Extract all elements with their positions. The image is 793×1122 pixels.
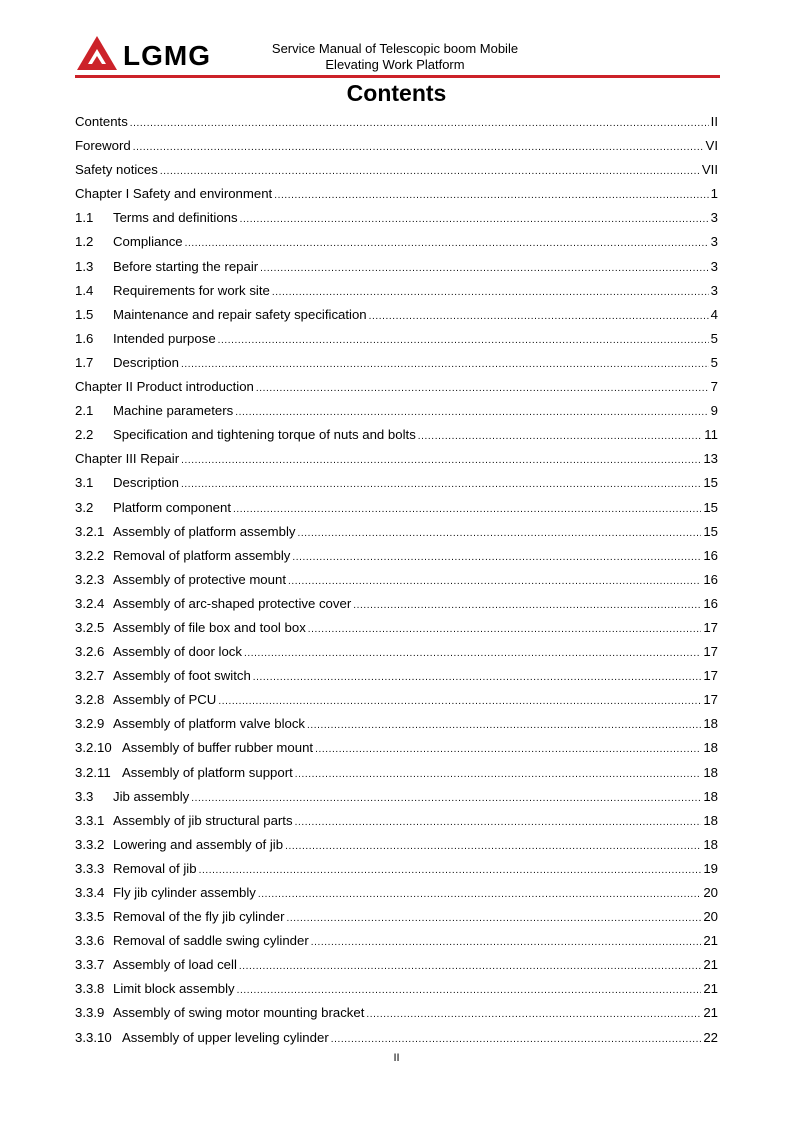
- page-header: [75, 30, 720, 78]
- toc-entry-page: 3: [710, 234, 718, 250]
- toc-entry-page: 5: [710, 354, 718, 370]
- toc-entry-page: 18: [703, 812, 718, 828]
- toc-entry-page: 21: [703, 981, 718, 997]
- dot-leader: [260, 264, 709, 274]
- toc-entry-number: 3.3.6: [75, 933, 105, 949]
- toc-entry-page: 15: [703, 523, 718, 539]
- dot-leader: [307, 721, 701, 731]
- toc-entry[interactable]: [75, 761, 718, 785]
- toc-entry[interactable]: [75, 977, 718, 1001]
- toc-entry-number: 3.2.11: [75, 764, 111, 780]
- toc-entry-number: 3.2.2: [75, 547, 105, 563]
- page-title: Contents: [346, 80, 447, 106]
- toc-entry-page: 22: [703, 1029, 718, 1045]
- toc-entry-page: VII: [701, 162, 718, 178]
- toc-entry-title: Description: [113, 475, 179, 491]
- toc-entry[interactable]: [75, 712, 718, 736]
- dot-leader: [295, 818, 702, 828]
- dot-leader: [418, 432, 703, 442]
- toc-entry-page: 13: [703, 451, 718, 467]
- toc-entry-title: Assembly of arc-shaped protective cover: [113, 595, 352, 611]
- toc-entry-number: 3.3.1: [75, 812, 105, 828]
- toc-entry[interactable]: [75, 351, 718, 375]
- toc-entry-number: 3.1: [75, 475, 94, 491]
- toc-entry-title: Maintenance and repair safety specification: [113, 306, 367, 322]
- toc-entry[interactable]: [75, 303, 718, 327]
- toc-entry[interactable]: [75, 496, 718, 520]
- toc-entry-title: Assembly of upper leveling cylinder: [122, 1029, 329, 1045]
- svg-text:LGMG: LGMG: [123, 40, 211, 71]
- dot-leader: [181, 456, 701, 466]
- toc-entry[interactable]: [75, 158, 718, 182]
- toc-entry-title: Chapter I Safety and environment: [75, 186, 273, 202]
- toc-entry[interactable]: [75, 206, 718, 230]
- toc-entry[interactable]: [75, 230, 718, 254]
- toc-entry-page: 18: [703, 788, 718, 804]
- toc-entry-title: Assembly of protective mount: [113, 571, 286, 587]
- dot-leader: [240, 215, 709, 225]
- toc-entry[interactable]: [75, 833, 718, 857]
- toc-entry-number: 3.3: [75, 788, 94, 804]
- toc-entry-page: 15: [703, 475, 718, 491]
- toc-entry-title: Assembly of load cell: [113, 957, 237, 973]
- toc-entry-title: Terms and definitions: [113, 210, 238, 226]
- table-of-contents: [75, 110, 718, 1050]
- toc-entry-number: 1.6: [75, 330, 94, 346]
- toc-entry-title: Assembly of file box and tool box: [113, 619, 306, 635]
- toc-entry-page: 1: [710, 186, 718, 202]
- toc-entry-title: Intended purpose: [113, 330, 216, 346]
- toc-entry[interactable]: [75, 447, 718, 471]
- dot-leader: [244, 649, 701, 659]
- toc-entry-page: 3: [710, 210, 718, 226]
- toc-entry[interactable]: [75, 375, 718, 399]
- toc-entry-title: Jib assembly: [113, 788, 190, 804]
- toc-entry-number: 2.1: [75, 403, 94, 419]
- toc-entry[interactable]: [75, 1001, 718, 1025]
- dot-leader: [181, 360, 709, 370]
- toc-entry[interactable]: [75, 785, 718, 809]
- toc-entry-title: Removal of saddle swing cylinder: [113, 933, 309, 949]
- toc-entry[interactable]: [75, 568, 718, 592]
- dot-leader: [256, 384, 709, 394]
- dot-leader: [258, 890, 701, 900]
- toc-entry[interactable]: [75, 520, 718, 544]
- toc-entry-page: 3: [710, 282, 718, 298]
- toc-entry[interactable]: [75, 110, 718, 134]
- toc-entry[interactable]: [75, 134, 718, 158]
- toc-entry-title: Assembly of jib structural parts: [113, 812, 293, 828]
- toc-entry-title: Removal of the fly jib cylinder: [113, 909, 285, 925]
- dot-leader: [295, 770, 702, 780]
- toc-entry-title: Assembly of swing motor mounting bracket: [113, 1005, 365, 1021]
- toc-entry-title: Safety notices: [75, 162, 158, 178]
- toc-entry-page: 21: [703, 933, 718, 949]
- toc-entry-number: 3.3.7: [75, 957, 105, 973]
- toc-entry[interactable]: [75, 182, 718, 206]
- toc-entry-page: 4: [710, 306, 718, 322]
- toc-entry-page: 16: [703, 547, 718, 563]
- dot-leader: [253, 673, 702, 683]
- toc-entry[interactable]: [75, 1026, 718, 1050]
- toc-entry-number: 3.3.9: [75, 1005, 105, 1021]
- toc-entry-number: 1.3: [75, 258, 94, 274]
- toc-entry[interactable]: [75, 423, 718, 447]
- toc-entry-page: 5: [710, 330, 718, 346]
- toc-entry-number: 3.3.8: [75, 981, 105, 997]
- toc-entry-number: 3.2.1: [75, 523, 105, 539]
- dot-leader: [130, 119, 709, 129]
- toc-entry-title: Assembly of door lock: [113, 644, 242, 660]
- toc-entry-title: Fly jib cylinder assembly: [113, 885, 256, 900]
- document-title-line-1: Service Manual of Telescopic boom Mobile: [271, 41, 519, 56]
- toc-entry-page: 18: [703, 836, 718, 852]
- toc-entry-number: 1.5: [75, 306, 94, 322]
- toc-entry-title: Platform component: [113, 499, 232, 515]
- toc-entry-title: Chapter III Repair: [75, 451, 180, 467]
- toc-entry-page: 21: [703, 957, 718, 973]
- dot-leader: [218, 336, 709, 346]
- toc-entry-page: 17: [703, 668, 718, 684]
- toc-entry-title: Chapter II Product introduction: [75, 379, 254, 395]
- dot-leader: [298, 529, 702, 539]
- toc-entry[interactable]: [75, 544, 718, 568]
- toc-entry-number: 3.2.4: [75, 595, 105, 611]
- toc-entry-page: 17: [703, 619, 718, 635]
- toc-entry-page: 18: [703, 740, 718, 756]
- toc-entry-number: 3.3.2: [75, 836, 105, 852]
- toc-entry-title: Specification and tightening torque of nuts and bolts: [113, 427, 416, 443]
- toc-entry-number: 1.4: [75, 282, 94, 298]
- toc-entry[interactable]: [75, 640, 718, 664]
- dot-leader: [235, 408, 708, 418]
- toc-entry-page: VI: [705, 138, 718, 154]
- dot-leader: [331, 1035, 702, 1045]
- toc-entry-number: 3.3.10: [75, 1029, 112, 1045]
- toc-entry-title: Lowering and assembly of jib: [113, 836, 284, 852]
- toc-entry[interactable]: [75, 255, 718, 279]
- toc-entry-number: 3.3.4: [75, 885, 105, 900]
- toc-entry[interactable]: [75, 399, 718, 423]
- toc-entry[interactable]: [75, 809, 718, 833]
- toc-entry-title: Assembly of platform assembly: [113, 523, 296, 539]
- dot-leader: [353, 601, 701, 611]
- lgmg-logo: [75, 34, 235, 72]
- toc-entry[interactable]: [75, 616, 718, 640]
- toc-entry-page: 17: [703, 644, 718, 660]
- toc-entry[interactable]: [75, 327, 718, 351]
- page-number: II: [393, 1052, 400, 1064]
- dot-leader: [181, 480, 701, 490]
- toc-entry-number: 1.2: [75, 234, 94, 250]
- toc-entry-title: Assembly of PCU: [113, 692, 217, 708]
- dot-leader: [272, 288, 709, 298]
- toc-entry[interactable]: [75, 953, 718, 977]
- toc-entry[interactable]: [75, 929, 718, 953]
- dot-leader: [366, 1010, 701, 1020]
- toc-entry-title: Assembly of foot switch: [113, 668, 251, 684]
- toc-entry-title: Assembly of platform support: [122, 764, 293, 780]
- toc-entry-page: 3: [710, 258, 718, 274]
- dot-leader: [292, 553, 701, 563]
- toc-entry-number: 3.2.6: [75, 644, 105, 660]
- toc-entry-title: Limit block assembly: [113, 981, 235, 997]
- toc-entry-title: Requirements for work site: [113, 282, 270, 298]
- toc-entry-page: 20: [703, 909, 718, 925]
- toc-entry-page: II: [710, 114, 718, 129]
- dot-leader: [185, 239, 709, 249]
- toc-entry-page: 9: [710, 403, 718, 419]
- dot-leader: [199, 866, 702, 876]
- toc-entry-page: 20: [703, 885, 718, 900]
- toc-entry-page: 17: [703, 692, 718, 708]
- toc-entry-number: 3.2.8: [75, 692, 105, 708]
- toc-entry-number: 3.3.3: [75, 860, 105, 876]
- toc-entry-title: Contents: [75, 114, 128, 129]
- toc-entry-title: Foreword: [75, 138, 131, 154]
- toc-entry-title: Assembly of platform valve block: [113, 716, 306, 732]
- toc-entry-number: 1.1: [75, 210, 94, 226]
- dot-leader: [288, 577, 701, 587]
- toc-entry-title: Compliance: [113, 234, 183, 250]
- document-title: [245, 41, 545, 73]
- toc-entry-page: 18: [703, 764, 718, 780]
- toc-entry-title: Assembly of buffer rubber mount: [122, 740, 314, 756]
- toc-entry-number: 3.2.7: [75, 668, 105, 684]
- toc-entry[interactable]: [75, 279, 718, 303]
- toc-entry[interactable]: [75, 736, 718, 760]
- dot-leader: [160, 167, 700, 177]
- toc-entry-page: 18: [703, 716, 718, 732]
- toc-entry-number: 3.3.5: [75, 909, 105, 925]
- toc-entry[interactable]: [75, 688, 718, 712]
- toc-entry[interactable]: [75, 905, 718, 929]
- dot-leader: [315, 745, 701, 755]
- dot-leader: [311, 938, 702, 948]
- dot-leader: [133, 143, 704, 153]
- dot-leader: [287, 914, 702, 924]
- toc-entry[interactable]: [75, 471, 718, 495]
- dot-leader: [308, 625, 702, 635]
- toc-entry[interactable]: [75, 857, 718, 881]
- toc-entry[interactable]: [75, 664, 718, 688]
- toc-entry-page: 15: [703, 499, 718, 515]
- toc-entry-number: 3.2: [75, 499, 94, 515]
- dot-leader: [239, 962, 701, 972]
- toc-entry-page: 16: [703, 571, 718, 587]
- toc-entry-number: 1.7: [75, 354, 94, 370]
- toc-entry-title: Description: [113, 354, 179, 370]
- toc-entry-page: 19: [703, 860, 718, 876]
- document-title-line-2: Elevating Work Platform: [325, 57, 465, 72]
- toc-entry-page: 21: [703, 1005, 718, 1021]
- dot-leader: [191, 794, 701, 804]
- toc-entry-title: Removal of platform assembly: [113, 547, 291, 563]
- toc-entry-title: Machine parameters: [113, 403, 234, 419]
- toc-entry-title: Removal of jib: [113, 860, 197, 876]
- toc-entry-title: Before starting the repair: [113, 258, 259, 274]
- toc-entry-number: 3.2.10: [75, 740, 112, 756]
- toc-entry-number: 3.2.5: [75, 619, 105, 635]
- dot-leader: [274, 191, 708, 201]
- toc-entry[interactable]: [75, 592, 718, 616]
- dot-leader: [233, 505, 701, 515]
- dot-leader: [237, 986, 702, 996]
- dot-leader: [285, 842, 701, 852]
- toc-entry-page: 7: [710, 379, 718, 395]
- toc-entry-number: 3.2.9: [75, 716, 105, 732]
- dot-leader: [218, 697, 701, 707]
- toc-entry-number: 3.2.3: [75, 571, 105, 587]
- toc-entry-page: 11: [704, 427, 718, 443]
- toc-entry-number: 2.2: [75, 427, 94, 443]
- dot-leader: [369, 312, 709, 322]
- toc-entry-page: 16: [703, 595, 718, 611]
- toc-entry[interactable]: [75, 881, 718, 905]
